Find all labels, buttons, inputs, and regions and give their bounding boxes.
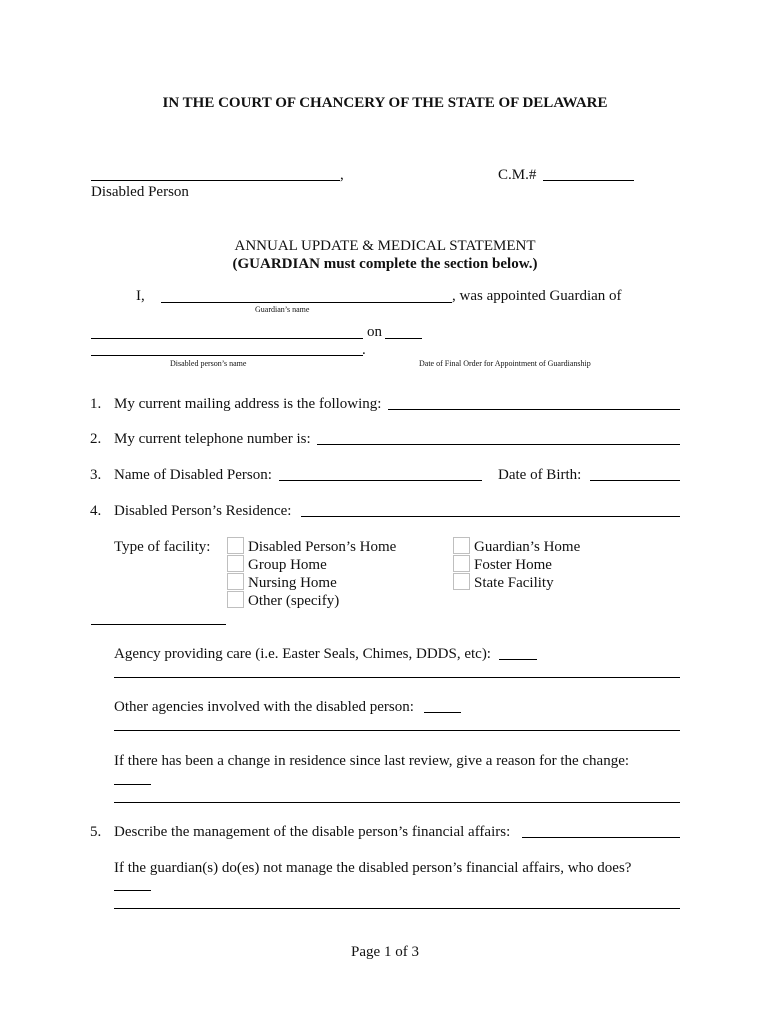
option-foster-home: Foster Home [474,557,552,573]
agency-care-line[interactable] [114,677,680,678]
other-agencies-line[interactable] [114,730,680,731]
option-nursing-home: Nursing Home [248,575,337,591]
option-guardians-home: Guardian’s Home [474,539,581,555]
dob-label: Date of Birth: [498,467,582,483]
disabled-person-name-field[interactable] [279,480,482,481]
item-5-label: Describe the management of the disable person’s financial affairs: [114,824,511,840]
financial-who-line[interactable] [114,908,680,909]
date-caption: Date of Final Order for Appointment of Guardianship [419,359,591,368]
item-1-label: My current mailing address is the following: [114,396,382,412]
checkbox-disabled-persons-home[interactable] [227,537,244,554]
agency-care-label: Agency providing care (i.e. Easter Seals, Chimes, DDDS, etc): [114,646,491,662]
other-agencies-short-line[interactable] [424,712,461,713]
disabled-person-name-line-2[interactable] [91,338,363,339]
option-group-home: Group Home [248,557,327,573]
appointment-prefix: I, [136,288,145,304]
residence-change-short-line[interactable] [114,784,151,785]
item-1-number: 1. [90,396,102,412]
disabled-name-caption: Disabled person’s name [170,359,247,368]
on-label: on [367,324,382,340]
cm-number-line[interactable] [543,180,634,181]
cm-number-label: C.M.# [498,167,537,183]
disabled-person-name-line-3[interactable] [91,355,363,356]
checkbox-foster-home[interactable] [453,555,470,572]
mailing-address-line[interactable] [388,409,680,410]
item-3-label: Name of Disabled Person: [114,467,272,483]
option-other: Other (specify) [248,593,340,609]
appointment-period: . [362,342,366,358]
page-number: Page 1 of 3 [351,944,419,960]
item-3-number: 3. [90,467,102,483]
financial-management-line[interactable] [522,837,680,838]
dob-line[interactable] [590,480,680,481]
residence-change-line[interactable] [114,802,680,803]
option-disabled-persons-home: Disabled Person’s Home [248,539,397,555]
item-2-number: 2. [90,431,102,447]
item-4-label: Disabled Person’s Residence: [114,503,292,519]
checkbox-group-home[interactable] [227,555,244,572]
residence-change-label: If there has been a change in residence since last review, give a reason for the change: [114,753,630,769]
guardian-name-line[interactable] [161,302,452,303]
item-5-number: 5. [90,824,102,840]
item-2-label: My current telephone number is: [114,431,311,447]
disabled-person-label: Disabled Person [91,184,189,200]
financial-who-label: If the guardian(s) do(es) not manage the disabled person’s financial affairs, who does? [114,860,632,876]
checkbox-guardians-home[interactable] [453,537,470,554]
checkbox-nursing-home[interactable] [227,573,244,590]
guardian-name-caption: Guardian’s name [255,305,310,314]
other-agencies-label: Other agencies involved with the disabled person: [114,699,414,715]
other-specify-line[interactable] [91,624,226,625]
financial-who-short-line[interactable] [114,890,151,891]
checkbox-state-facility[interactable] [453,573,470,590]
form-title: ANNUAL UPDATE & MEDICAL STATEMENT [234,238,536,254]
item-4-number: 4. [90,503,102,519]
court-title: IN THE COURT OF CHANCERY OF THE STATE OF DELAWARE [162,95,608,111]
agency-care-short-line[interactable] [499,659,537,660]
caption-comma: , [340,167,344,183]
facility-label: Type of facility: [114,539,211,555]
appointment-date-line[interactable] [385,338,422,339]
appointment-suffix: , was appointed Guardian of [452,288,622,304]
form-subtitle: (GUARDIAN must complete the section below.) [232,256,538,272]
checkbox-other[interactable] [227,591,244,608]
residence-line[interactable] [301,516,680,517]
option-state-facility: State Facility [474,575,554,591]
disabled-person-name-line[interactable] [91,180,340,181]
telephone-line[interactable] [317,444,680,445]
